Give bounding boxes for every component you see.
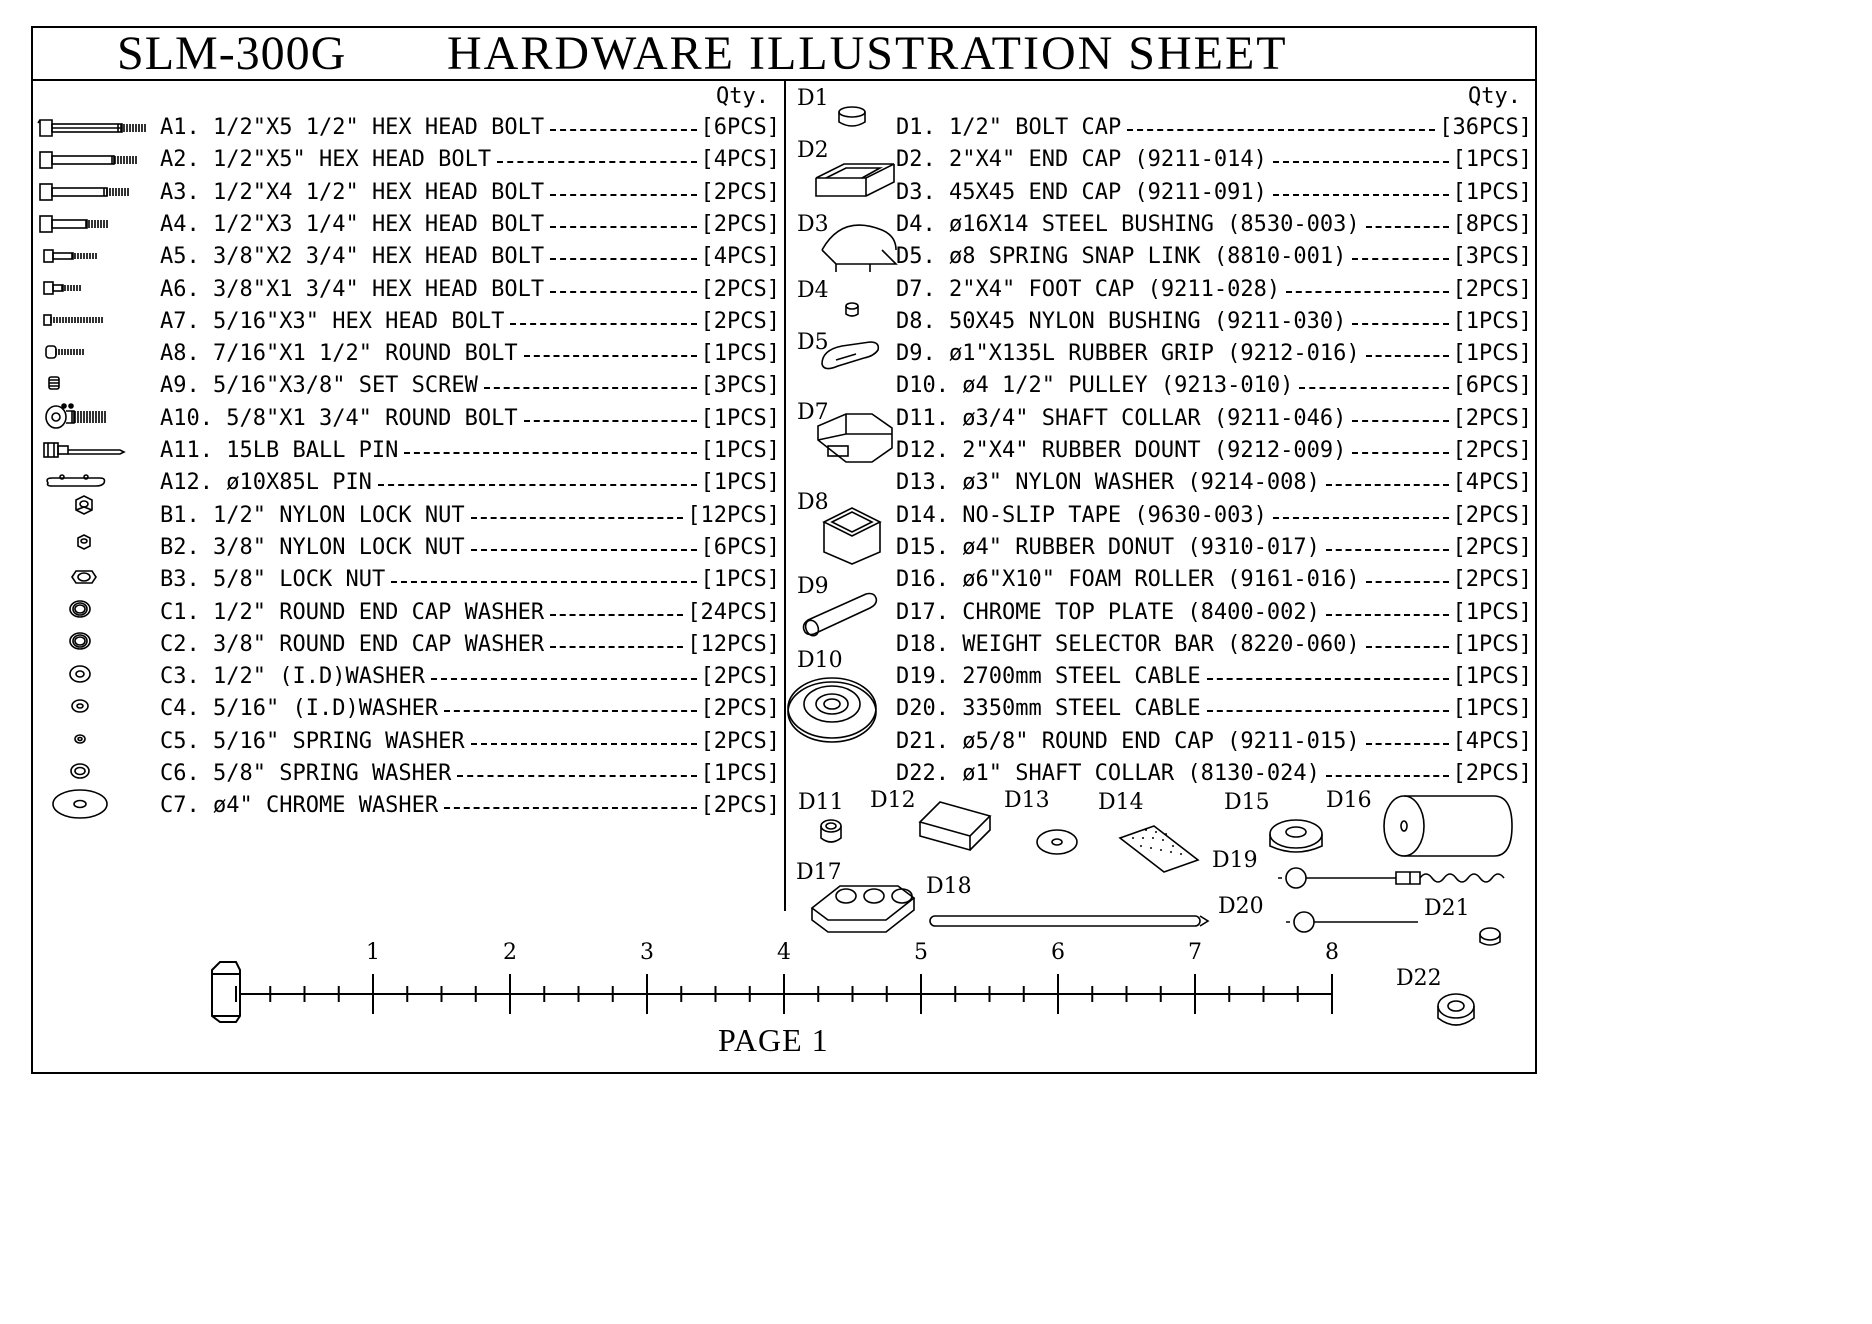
part-quantity: [2PCS] bbox=[1452, 276, 1532, 302]
part-quantity: [1PCS] bbox=[1452, 179, 1532, 205]
part-quantity: [2PCS] bbox=[1452, 502, 1532, 528]
ruler-number: 2 bbox=[503, 940, 517, 965]
part-description: 45X45 END CAP (9211-091) bbox=[949, 179, 1267, 205]
ruler-number: 7 bbox=[1188, 940, 1202, 965]
part-description: 5/16"X3/8" SET SCREW bbox=[213, 373, 478, 399]
part-quantity: [1PCS] bbox=[700, 341, 780, 367]
washer-c1-icon bbox=[70, 601, 90, 617]
part-quantity: [1PCS] bbox=[1452, 631, 1532, 657]
part-description: ø3" NYLON WASHER (9214-008) bbox=[962, 470, 1320, 496]
no-slip-tape-d14-icon bbox=[1120, 826, 1198, 872]
part-quantity: [2PCS] bbox=[1452, 567, 1532, 593]
part-code: D16. bbox=[896, 567, 949, 593]
part-quantity: [6PCS] bbox=[700, 115, 780, 140]
part-description: 2"X4" END CAP (9211-014) bbox=[949, 147, 1267, 173]
part-quantity: [1PCS] bbox=[700, 567, 780, 593]
part-quantity: [2PCS] bbox=[700, 211, 780, 237]
snap-link-d5-icon bbox=[822, 342, 878, 369]
part-description: 15LB BALL PIN bbox=[226, 438, 399, 463]
part-quantity: [1PCS] bbox=[1452, 147, 1532, 173]
part-quantity: [2PCS] bbox=[700, 696, 780, 722]
part-code: D2. bbox=[896, 147, 936, 173]
part-description: ø4 1/2" PULLEY (9213-010) bbox=[962, 373, 1294, 399]
hex-bolt-a5-icon bbox=[44, 250, 96, 262]
ruler-number: 5 bbox=[914, 940, 928, 965]
part-quantity: [8PCS] bbox=[1452, 211, 1532, 237]
part-code: D11. bbox=[896, 405, 949, 431]
part-code: B3. bbox=[160, 567, 200, 593]
part-label: D20 bbox=[1218, 894, 1264, 919]
part-quantity: [4PCS] bbox=[700, 147, 780, 173]
spring-washer-c5-icon bbox=[75, 735, 85, 743]
part-quantity: [2PCS] bbox=[700, 276, 780, 302]
model-number: SLM-300G bbox=[117, 26, 347, 80]
part-code: C1. bbox=[160, 599, 200, 625]
part-description: 1/2" (I.D)WASHER bbox=[213, 664, 425, 690]
part-code: D9. bbox=[896, 341, 936, 367]
part-label: D16 bbox=[1326, 788, 1372, 813]
part-code: C4. bbox=[160, 696, 200, 722]
chrome-washer-c7-icon bbox=[53, 790, 107, 818]
rubber-donut-d15-icon bbox=[1270, 820, 1322, 852]
hex-bolt-a4-icon bbox=[40, 216, 107, 232]
part-description: 7/16"X1 1/2" ROUND BOLT bbox=[213, 341, 518, 367]
round-bolt-a10-icon bbox=[46, 404, 105, 428]
scale-ruler bbox=[212, 962, 1332, 1022]
pin-a12-icon bbox=[47, 475, 104, 486]
part-code: A8. bbox=[160, 341, 200, 367]
part-description: WEIGHT SELECTOR BAR (8220-060) bbox=[962, 631, 1360, 657]
lock-nut-b1-icon bbox=[76, 496, 92, 514]
part-quantity: [2PCS] bbox=[1452, 405, 1532, 431]
part-code: D20. bbox=[896, 696, 949, 722]
part-description: 5/16" (I.D)WASHER bbox=[213, 696, 439, 722]
round-bolt-a8-icon bbox=[46, 346, 83, 358]
part-code: C6. bbox=[160, 761, 200, 786]
part-code: D14. bbox=[896, 502, 949, 528]
part-description: ø3/4" SHAFT COLLAR (9211-046) bbox=[962, 405, 1347, 431]
part-description: 5/8" LOCK NUT bbox=[213, 567, 386, 593]
part-code: A1. bbox=[160, 115, 200, 140]
part-quantity: [2PCS] bbox=[1452, 534, 1532, 560]
steel-cable-d19-icon bbox=[1278, 868, 1504, 888]
part-label: D1 bbox=[797, 86, 829, 111]
part-quantity: [2PCS] bbox=[1452, 438, 1532, 463]
part-code: D1. bbox=[896, 115, 936, 140]
part-code: A7. bbox=[160, 308, 200, 334]
ruler-number: 8 bbox=[1325, 940, 1339, 965]
part-code: D3. bbox=[896, 179, 936, 205]
ruler-number: 6 bbox=[1051, 940, 1065, 965]
part-description: ø4" CHROME WASHER bbox=[213, 793, 439, 819]
nylon-bushing-d8-icon bbox=[824, 508, 880, 564]
part-code: A5. bbox=[160, 244, 200, 270]
hex-bolt-a6-icon bbox=[44, 282, 80, 294]
part-code: A12. bbox=[160, 470, 213, 496]
part-quantity: [1PCS] bbox=[700, 405, 780, 431]
part-code: D7. bbox=[896, 276, 936, 302]
part-label: D9 bbox=[797, 574, 829, 599]
washer-c4-icon bbox=[72, 700, 88, 712]
part-code: A11. bbox=[160, 438, 213, 463]
part-label: D3 bbox=[797, 212, 829, 237]
pulley-d10-icon bbox=[788, 678, 876, 742]
part-code: C7. bbox=[160, 793, 200, 819]
part-code: A10. bbox=[160, 405, 213, 431]
part-quantity: [1PCS] bbox=[700, 438, 780, 463]
part-code: A9. bbox=[160, 373, 200, 399]
part-description: 1/2"X5" HEX HEAD BOLT bbox=[213, 147, 492, 173]
part-code: A3. bbox=[160, 179, 200, 205]
part-label: D8 bbox=[797, 490, 829, 515]
part-description: 1/2" ROUND END CAP WASHER bbox=[213, 599, 545, 625]
part-code: A2. bbox=[160, 147, 200, 173]
part-quantity: [6PCS] bbox=[1452, 373, 1532, 399]
part-quantity: [2PCS] bbox=[700, 179, 780, 205]
part-description: ø5/8" ROUND END CAP (9211-015) bbox=[962, 728, 1360, 754]
part-quantity: [4PCS] bbox=[1452, 470, 1532, 496]
part-code: D17. bbox=[896, 599, 949, 625]
hex-bolt-a2-icon bbox=[40, 152, 136, 168]
washer-c3-icon bbox=[70, 666, 90, 682]
part-description: 3/8"X2 3/4" HEX HEAD BOLT bbox=[213, 244, 545, 270]
part-quantity: [12PCS] bbox=[687, 502, 780, 528]
part-label: D13 bbox=[1004, 788, 1050, 813]
part-code: B2. bbox=[160, 534, 200, 560]
part-code: D15. bbox=[896, 534, 949, 560]
part-quantity: [24PCS] bbox=[687, 599, 780, 625]
part-label: D19 bbox=[1212, 848, 1258, 873]
part-label: D10 bbox=[797, 648, 843, 673]
part-description: 1/2"X4 1/2" HEX HEAD BOLT bbox=[213, 179, 545, 205]
rubber-grip-d9-icon bbox=[803, 594, 876, 638]
washer-c2-icon bbox=[70, 633, 90, 649]
qty-header-left: Qty. bbox=[716, 84, 769, 109]
ruler-number: 1 bbox=[366, 940, 380, 965]
part-description: 5/8"X1 3/4" ROUND BOLT bbox=[226, 405, 518, 431]
part-code: D10. bbox=[896, 373, 949, 399]
foam-roller-d16-icon bbox=[1384, 796, 1512, 856]
part-code: D21. bbox=[896, 728, 949, 754]
part-quantity: [2PCS] bbox=[700, 308, 780, 334]
part-description: 2700mm STEEL CABLE bbox=[962, 664, 1201, 690]
part-quantity: [36PCS] bbox=[1439, 115, 1532, 140]
part-quantity: [3PCS] bbox=[700, 373, 780, 399]
steel-cable-d20-icon bbox=[1286, 912, 1418, 932]
part-label: D15 bbox=[1224, 790, 1270, 815]
part-quantity: [2PCS] bbox=[1452, 761, 1532, 786]
part-description: ø4" RUBBER DONUT (9310-017) bbox=[962, 534, 1320, 560]
part-code: D5. bbox=[896, 244, 936, 270]
part-description: ø8 SPRING SNAP LINK (8810-001) bbox=[949, 244, 1347, 270]
part-label: D4 bbox=[797, 278, 829, 303]
part-quantity: [2PCS] bbox=[700, 793, 780, 819]
part-quantity: [2PCS] bbox=[700, 664, 780, 690]
part-label: D7 bbox=[797, 400, 829, 425]
part-description: 50X45 NYLON BUSHING (9211-030) bbox=[949, 308, 1347, 334]
part-code: B1. bbox=[160, 502, 200, 528]
hex-bolt-a3-icon bbox=[40, 184, 128, 200]
part-quantity: [4PCS] bbox=[700, 244, 780, 270]
part-label: D22 bbox=[1396, 966, 1442, 991]
bolt-cap-d1-icon bbox=[839, 107, 865, 126]
part-code: D22. bbox=[896, 761, 949, 786]
part-quantity: [6PCS] bbox=[700, 534, 780, 560]
part-description: 2"X4" FOOT CAP (9211-028) bbox=[949, 276, 1281, 302]
part-description: ø10X85L PIN bbox=[226, 470, 372, 496]
top-plate-d17-icon bbox=[812, 886, 914, 932]
selector-bar-d18-icon bbox=[930, 916, 1208, 926]
part-description: 1/2"X5 1/2" HEX HEAD BOLT bbox=[213, 115, 545, 140]
round-end-cap-d21-icon bbox=[1480, 928, 1500, 945]
part-description: 5/16" SPRING WASHER bbox=[213, 728, 465, 754]
steel-bushing-d4-icon bbox=[846, 303, 858, 316]
part-code: C3. bbox=[160, 664, 200, 690]
part-description: 5/8" SPRING WASHER bbox=[213, 761, 452, 786]
part-label: D2 bbox=[797, 138, 829, 163]
qty-header-right: Qty. bbox=[1468, 84, 1521, 109]
part-quantity: [2PCS] bbox=[700, 728, 780, 754]
hex-bolt-a1-icon bbox=[38, 120, 145, 136]
part-code: D4. bbox=[896, 211, 936, 237]
part-code: C2. bbox=[160, 631, 200, 657]
part-quantity: [3PCS] bbox=[1452, 244, 1532, 270]
part-quantity: [1PCS] bbox=[1452, 308, 1532, 334]
part-description: 1/2"X3 1/4" HEX HEAD BOLT bbox=[213, 211, 545, 237]
end-cap-d2-icon bbox=[816, 164, 894, 196]
part-code: D12. bbox=[896, 438, 949, 463]
foot-cap-d7-icon bbox=[818, 414, 892, 462]
part-label: D18 bbox=[926, 874, 972, 899]
part-description: ø16X14 STEEL BUSHING (8530-003) bbox=[949, 211, 1360, 237]
part-quantity: [1PCS] bbox=[700, 761, 780, 786]
lock-nut-b3-icon bbox=[72, 571, 96, 583]
part-quantity: [4PCS] bbox=[1452, 728, 1532, 754]
part-description: ø1"X135L RUBBER GRIP (9212-016) bbox=[949, 341, 1360, 367]
part-label: D14 bbox=[1098, 790, 1144, 815]
sheet-heading: HARDWARE ILLUSTRATION SHEET bbox=[447, 26, 1288, 80]
part-quantity: [12PCS] bbox=[687, 631, 780, 657]
part-quantity: [1PCS] bbox=[1452, 341, 1532, 367]
spring-washer-c6-icon bbox=[71, 764, 89, 778]
ruler-number: 3 bbox=[640, 940, 654, 965]
hex-bolt-a7-icon bbox=[44, 315, 102, 325]
part-code: D8. bbox=[896, 308, 936, 334]
part-description: 1/2" NYLON LOCK NUT bbox=[213, 502, 465, 528]
part-description: NO-SLIP TAPE (9630-003) bbox=[962, 502, 1267, 528]
part-description: 3/8" NYLON LOCK NUT bbox=[213, 534, 465, 560]
rubber-dount-d12-icon bbox=[920, 802, 990, 850]
ball-pin-a11-icon bbox=[44, 443, 124, 457]
ruler-number: 4 bbox=[777, 940, 791, 965]
part-description: 3/8"X1 3/4" HEX HEAD BOLT bbox=[213, 276, 545, 302]
set-screw-a9-icon bbox=[49, 377, 59, 389]
part-quantity: [1PCS] bbox=[1452, 599, 1532, 625]
part-code: D19. bbox=[896, 664, 949, 690]
part-description: ø6"X10" FOAM ROLLER (9161-016) bbox=[962, 567, 1360, 593]
part-code: A4. bbox=[160, 211, 200, 237]
part-description: ø1" SHAFT COLLAR (8130-024) bbox=[962, 761, 1320, 786]
part-quantity: [1PCS] bbox=[1452, 664, 1532, 690]
part-description: 3350mm STEEL CABLE bbox=[962, 696, 1201, 722]
part-description: CHROME TOP PLATE (8400-002) bbox=[962, 599, 1320, 625]
part-description: 1/2" BOLT CAP bbox=[949, 115, 1122, 140]
part-label: D21 bbox=[1424, 896, 1470, 921]
part-label: D5 bbox=[797, 330, 829, 355]
part-code: C5. bbox=[160, 728, 200, 754]
page-number: PAGE 1 bbox=[718, 1022, 829, 1058]
nylon-washer-d13-icon bbox=[1037, 830, 1077, 854]
part-label: D17 bbox=[796, 860, 842, 885]
part-description: 5/16"X3" HEX HEAD BOLT bbox=[213, 308, 505, 334]
shaft-collar-d22-icon bbox=[1438, 994, 1474, 1025]
lock-nut-b2-icon bbox=[78, 535, 90, 549]
shaft-collar-d11-icon bbox=[821, 820, 841, 842]
part-label: D11 bbox=[798, 790, 844, 815]
part-description: 2"X4" RUBBER DOUNT (9212-009) bbox=[962, 438, 1347, 463]
part-label: D12 bbox=[870, 788, 916, 813]
part-quantity: [1PCS] bbox=[700, 470, 780, 496]
end-cap-d3-icon bbox=[822, 225, 896, 272]
part-description: 3/8" ROUND END CAP WASHER bbox=[213, 631, 545, 657]
part-code: A6. bbox=[160, 276, 200, 302]
part-code: D13. bbox=[896, 470, 949, 496]
part-quantity: [1PCS] bbox=[1452, 696, 1532, 722]
part-code: D18. bbox=[896, 631, 949, 657]
